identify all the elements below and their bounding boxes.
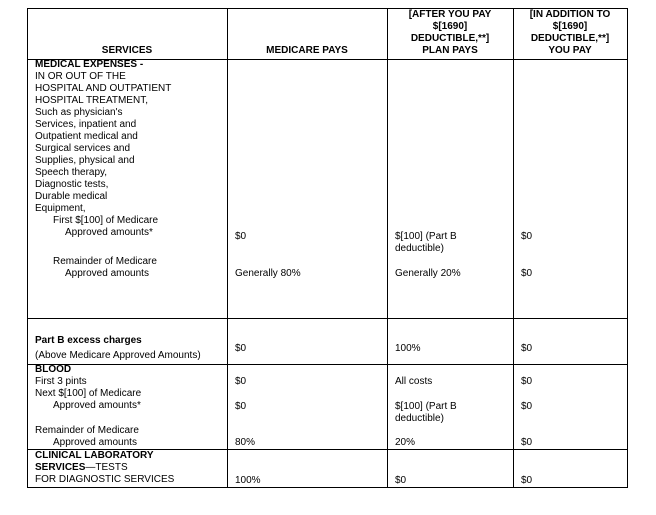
blood-next-medicare-pays: $0: [235, 401, 247, 412]
blood-remainder-label: [35, 425, 139, 449]
medical-remainder-label-2: Approved amounts: [65, 268, 149, 279]
row-divider: [27, 318, 628, 319]
medical-desc-line: HOSPITAL AND OUTPATIENT: [35, 83, 172, 94]
blood-next-plan-pays: [395, 401, 457, 425]
medical-desc-line: Such as physician's: [35, 107, 123, 118]
excess-charges-subtitle: (Above Medicare Approved Amounts): [35, 350, 201, 361]
medical-desc-line: Durable medical: [35, 191, 108, 202]
excess-charges-title: Part B excess charges: [35, 335, 142, 346]
medical-desc-line: Supplies, physical and: [35, 155, 135, 166]
header-you-pay: [513, 9, 627, 57]
table-border-bottom: [27, 487, 628, 488]
medical-first-plan-line: $[100] (Part B: [395, 231, 457, 242]
medical-expenses-title: MEDICAL EXPENSES -: [35, 59, 144, 70]
medical-desc-line: IN OR OUT OF THE: [35, 71, 126, 82]
medical-remainder-label-1: Remainder of Medicare: [53, 256, 157, 267]
header-you-line: $[1690]: [552, 21, 588, 32]
blood-next-label-1: Next $[100] of Medicare: [35, 388, 142, 399]
medical-desc-line: Diagnostic tests,: [35, 179, 109, 190]
excess-medicare-pays: $0: [235, 343, 247, 354]
clinical-lab-section: [35, 450, 174, 486]
clinical-lab-title: CLINICAL LABORATORY: [35, 450, 154, 461]
blood-title: BLOOD: [35, 364, 72, 375]
blood-next-label-2: Approved amounts*: [53, 400, 141, 411]
blood-remainder-plan-pays: 20%: [395, 437, 416, 448]
blood-next-you-pay: $0: [521, 401, 533, 412]
first-deductible-label-2: Approved amounts*: [65, 227, 153, 238]
header-plan-line: DEDUCTIBLE,**]: [410, 33, 490, 44]
medical-desc-line: Speech therapy,: [35, 167, 108, 178]
medical-remainder-plan-pays: Generally 20%: [395, 268, 461, 279]
medical-desc-line: Surgical services and: [35, 143, 131, 154]
blood-remainder-medicare-pays: 80%: [235, 437, 256, 448]
medical-expenses-section: [35, 59, 171, 239]
header-plan-line: [AFTER YOU PAY: [408, 9, 492, 20]
medical-remainder-label: [35, 256, 157, 280]
blood-pints-medicare-pays: $0: [235, 376, 247, 387]
row-divider: [27, 364, 628, 365]
blood-remainder-label-1: Remainder of Medicare: [35, 425, 139, 436]
blood-pints-plan-pays: All costs: [395, 376, 433, 387]
medical-first-medicare-pays: $0: [235, 231, 247, 242]
clinical-lab-desc: FOR DIAGNOSTIC SERVICES: [35, 474, 175, 485]
excess-plan-pays: 100%: [395, 343, 421, 354]
medical-first-plan-line: deductible): [395, 243, 444, 254]
header-plan-line: PLAN PAYS: [422, 45, 478, 56]
blood-remainder-label-2: Approved amounts: [53, 437, 137, 448]
blood-pints-you-pay: $0: [521, 376, 533, 387]
first-deductible-label: First $[100] of Medicare: [53, 215, 159, 226]
medical-desc-line: HOSPITAL TREATMENT,: [35, 95, 148, 106]
header-medicare-pays: MEDICARE PAYS: [266, 45, 348, 56]
column-divider: [227, 8, 228, 488]
table-border-left: [27, 8, 28, 488]
blood-next-plan-line: $[100] (Part B: [395, 401, 457, 412]
blood-remainder-you-pay: $0: [521, 437, 533, 448]
medical-remainder-you-pay: $0: [521, 268, 533, 279]
header-plan-line: $[1690]: [432, 21, 468, 32]
benefits-table: [27, 8, 628, 488]
clinical-you-pay: $0: [521, 475, 533, 486]
medical-remainder-medicare-pays: Generally 80%: [235, 268, 301, 279]
blood-next-plan-line: deductible): [395, 413, 444, 424]
medical-first-plan-pays: [395, 231, 457, 255]
column-divider: [513, 8, 514, 488]
table-border-right: [627, 8, 628, 488]
medical-desc-line: Outpatient medical and: [35, 131, 138, 142]
column-divider: [387, 8, 388, 488]
clinical-lab-title-rest: —TESTS: [85, 462, 128, 473]
excess-you-pay: $0: [521, 343, 533, 354]
clinical-lab-title-2: SERVICES: [35, 462, 86, 473]
header-you-line: [IN ADDITION TO: [529, 9, 611, 20]
blood-pints-label: First 3 pints: [35, 376, 87, 387]
clinical-medicare-pays: 100%: [235, 475, 261, 486]
header-plan-pays: [387, 9, 513, 57]
blood-next-label: [35, 388, 141, 412]
medical-desc-line: Services, inpatient and: [35, 119, 137, 130]
header-services: SERVICES: [101, 45, 153, 56]
header-you-line: YOU PAY: [548, 45, 592, 56]
clinical-plan-pays: $0: [395, 475, 407, 486]
medical-first-you-pay: $0: [521, 231, 533, 242]
header-you-line: DEDUCTIBLE,**]: [530, 33, 610, 44]
medical-desc-line: Equipment,: [35, 203, 86, 214]
